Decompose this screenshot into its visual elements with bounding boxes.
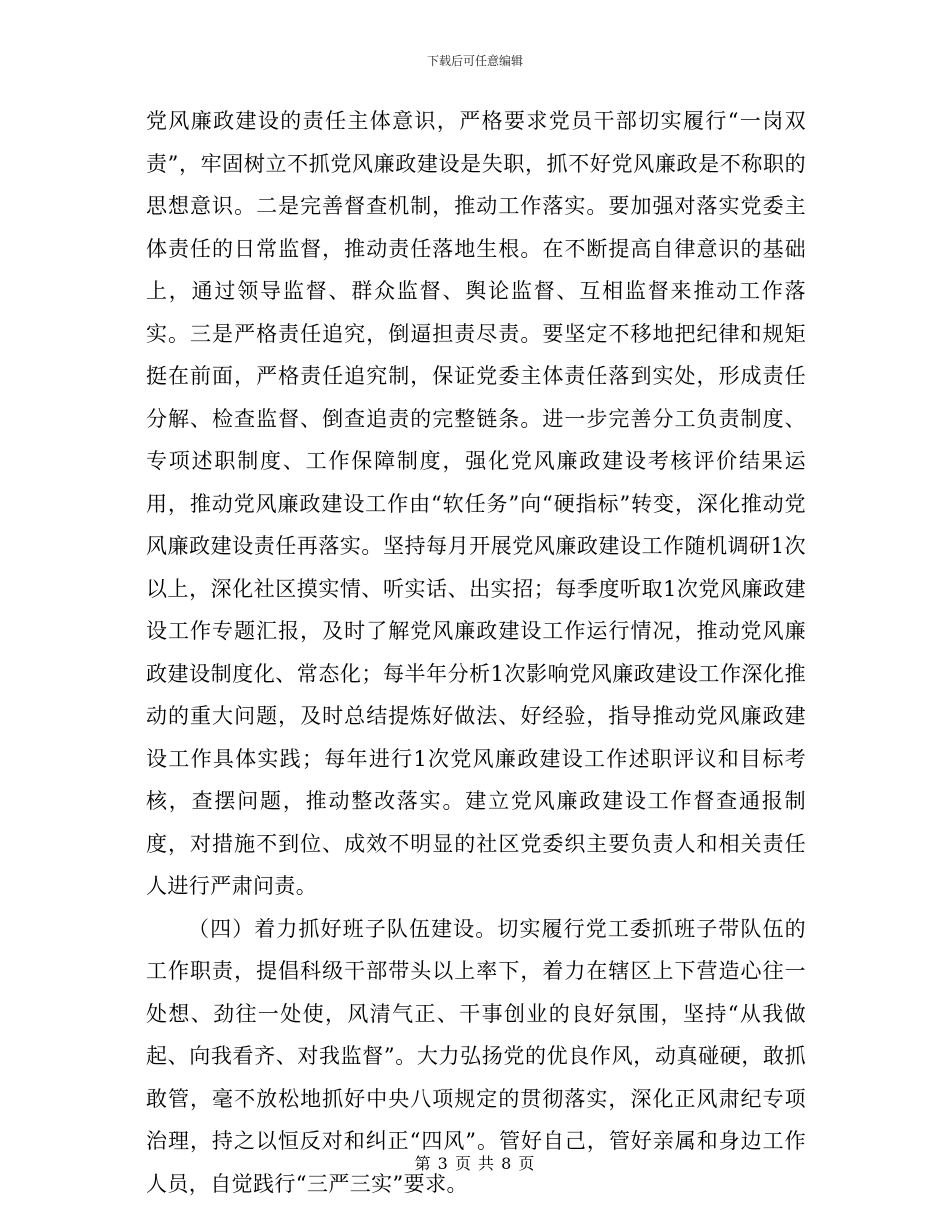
- paragraph-continued: 党风廉政建设的责任主体意识，严格要求党员干部切实履行“一岗双责”，牢固树立不抓党风廉政建设是失职，抓不好党风廉政是不称职的思想意识。二是完善督查机制，推动工作落实。要加强对落实党委主体责任的日常监督，推动责任落地生根。在不断提高自律意识的基础上，通过领导监督、群众监督、舆论监督、互相监督来推动工作落实。三是严格责任追究，倒逼担责尽责。要坚定不移地把纪律和规矩挺在前面，严格责任追究制，保证党委主体责任落到实处，形成责任分解、检查监督、倒查追责的完整链条。进一步完善分工负责制度、专项述职制度、工作保障制度，强化党风廉政建设考核评价结果运用，推动党风廉政建设工作由“软任务”向“硬指标”转变，深化推动党风廉政建设责任再落实。坚持每月开展党风廉政建设工作随机调研1次以上，深化社区摸实情、听实话、出实招；每季度听取1次党风廉政建设工作专题汇报，及时了解党风廉政建设工作运行情况，推动党风廉政建设制度化、常态化；每半年分析1次影响党风廉政建设工作深化推动的重大问题，及时总结提炼好做法、好经验，指导推动党风廉政建设工作具体实践；每年进行1次党风廉政建设工作述职评议和目标考核，查摆问题，推动整改落实。建立党风廉政建设工作督查通报制度，对措施不到位、成效不明显的社区党委织主要负责人和相关责任人进行严肃问责。: [146, 109, 806, 898]
- paragraph-team-building: （四）着力抓好班子队伍建设。切实履行党工委抓班子带队伍的工作职责，提倡科级干部带头以上率下，着力在辖区上下营造心往一处想、劲往一处使，风清气正、干事创业的良好氛围，坚持“从我做起、向我看齐、对我监督”。大力弘扬党的优良作风，动真碰硬，敢抓敢管，毫不放松地抓好中央八项规定的贯彻落实，深化正风肃纪专项治理，持之以恒反对和纠正“四风”。管好自己，管好亲属和身边工作人员，自觉践行“三严三实”要求。: [146, 916, 806, 1196]
- page-number: 第 3 页 共 8 页: [414, 1154, 536, 1173]
- header-text: 下载后可任意编辑: [426, 54, 523, 68]
- page-footer: [0, 1154, 950, 1174]
- page-header: [0, 53, 950, 69]
- document-body: [146, 100, 806, 1205]
